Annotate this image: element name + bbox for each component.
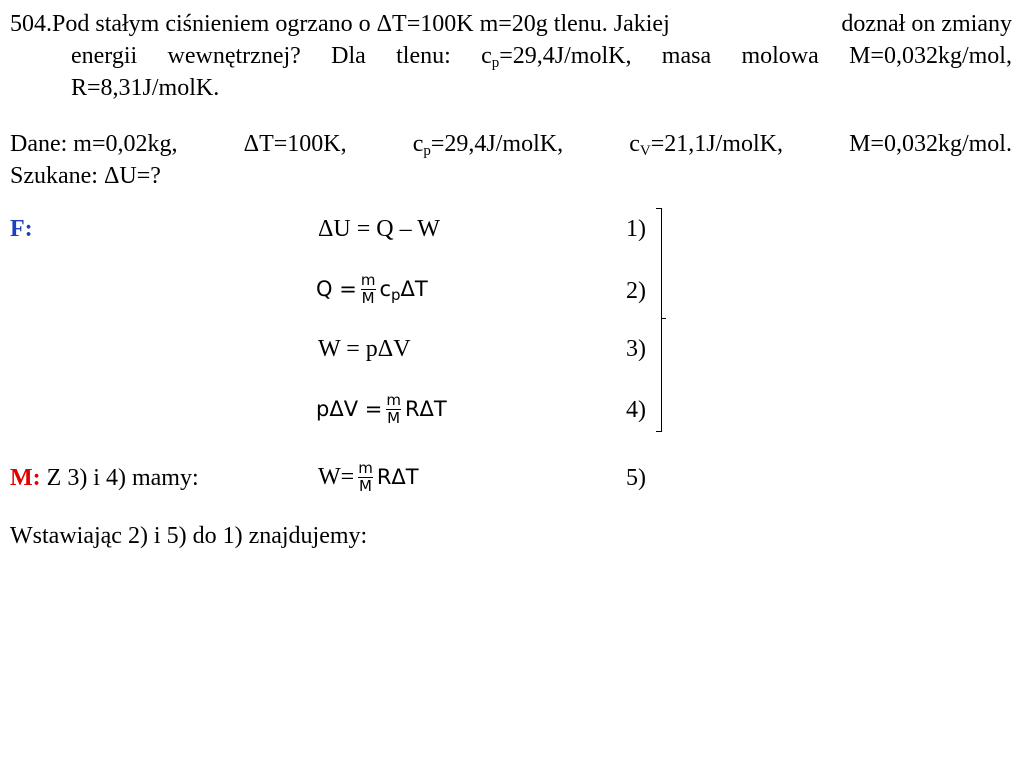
method-label: M:	[10, 465, 41, 491]
fraction-m-over-M: $\frac{m}{M}$	[358, 458, 373, 495]
given-cp: $c_p=29,4J$/molK,	[412, 131, 564, 159]
word-energii: energii	[71, 43, 138, 69]
bracket-tick	[661, 318, 666, 319]
problem-line-1-left: 504.Pod stałym ciśnieniem ogrzano o ΔT=100K m=20g tlenu. Jakiej	[10, 11, 670, 37]
equation-group-bracket	[656, 208, 662, 432]
word-masa: masa	[661, 43, 712, 69]
method-text: Z 3) i 4) mamy:	[46, 465, 199, 491]
equation-4-number: 4)	[626, 397, 646, 423]
given-cv: $c_V=21,1J$/molK,	[629, 131, 783, 159]
given-molar-mass: M=0,032kg/mol.	[849, 131, 1012, 157]
given-mass: Dane: m=0,02kg,	[10, 131, 178, 157]
equation-3: W = pΔV	[318, 336, 411, 362]
problem-line-2	[10, 40, 1012, 72]
problem-line-3: R=8,31J/molK.	[71, 75, 220, 101]
equation-4: pΔV = $\frac{m}{M}$ RΔT	[316, 390, 447, 427]
word-wewnetrznej: wewnętrznej?	[167, 43, 301, 69]
problem-statement	[10, 8, 1012, 104]
final-line: Wstawiając 2) i 5) do 1) znajdujemy:	[10, 523, 368, 549]
given-line	[10, 128, 1012, 160]
molar-mass-value: M=0,032kg/mol,	[849, 43, 1012, 69]
fraction-m-over-M: $\frac{m}{M}$	[386, 390, 401, 427]
problem-line-1-right: doznał on zmiany	[841, 11, 1012, 37]
method-line	[10, 462, 199, 494]
equation-1: ΔU = Q – W	[318, 216, 440, 242]
equation-2-number: 2)	[626, 278, 646, 304]
equation-5: W= $\frac{m}{M}$ RΔT	[318, 458, 419, 495]
fraction-m-over-M: $\frac{m}{M}$	[360, 270, 376, 307]
equation-2: Q = $\frac{m}{M}$ $c_p\Delta T$	[316, 270, 428, 307]
cp-value: $c_p=29,4J$/molK,	[481, 43, 632, 71]
given-delta-t: ΔT=100K,	[243, 131, 347, 157]
sought-line: Szukane: ΔU=?	[10, 163, 161, 189]
equation-3-number: 3)	[626, 336, 646, 362]
word-dla: Dla	[331, 43, 366, 69]
problem-line-1	[10, 8, 1012, 40]
word-tlenu: tlenu:	[396, 43, 451, 69]
equation-1-number: 1)	[626, 216, 646, 242]
equation-5-number: 5)	[626, 465, 646, 491]
formulas-label: F:	[10, 216, 33, 242]
word-molowa: molowa	[741, 43, 819, 69]
